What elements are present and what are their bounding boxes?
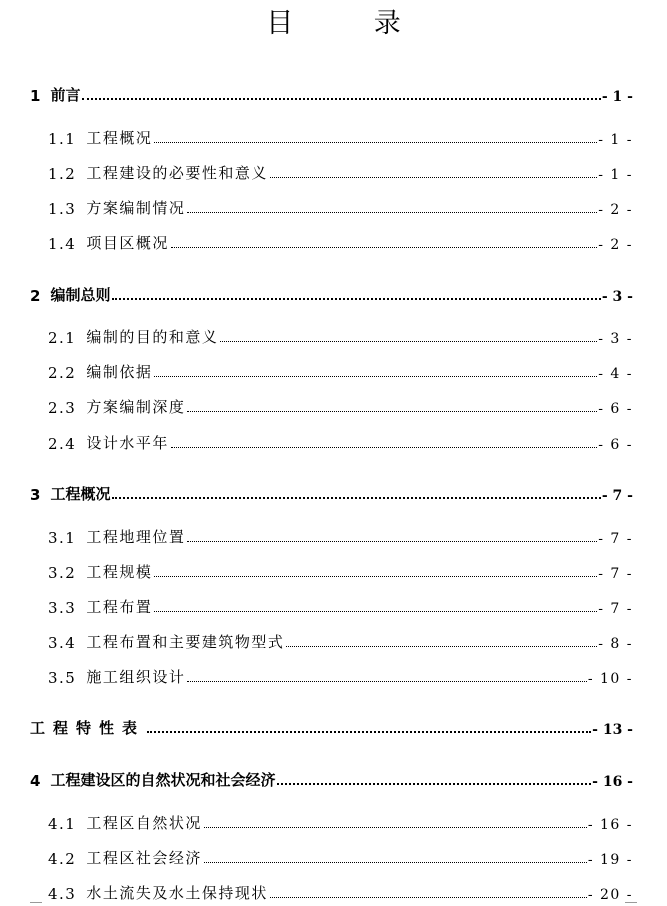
toc-entry-3-4[interactable] [48, 630, 633, 652]
toc-entry-text: 编制总则 [50, 286, 111, 304]
dot-leader [112, 497, 600, 499]
dot-leader [82, 98, 600, 100]
toc-entry-3[interactable] [30, 482, 633, 504]
toc-entry-text: 工程建设区的自然状况和社会经济 [50, 771, 276, 789]
toc-entry-text: 方案编制情况 [86, 199, 186, 217]
toc-entry-number: 2 [30, 287, 41, 305]
dot-leader [204, 862, 587, 863]
toc-entry-text: 工程地理位置 [86, 528, 186, 546]
toc-entry-number: 2.3 [48, 399, 77, 417]
toc-entry-number: 4 [30, 772, 41, 790]
toc-entry-1-3[interactable] [48, 196, 633, 218]
toc-entry-number: 4.3 [48, 885, 77, 903]
dot-leader [154, 142, 597, 143]
dot-leader [154, 576, 597, 577]
toc-entry-page: - 1 - [601, 89, 633, 105]
toc-entry-text: 编制依据 [86, 363, 153, 381]
dot-leader [187, 212, 597, 213]
toc-entry-4-2[interactable] [48, 846, 633, 868]
toc-entry-number: 1.1 [48, 130, 77, 148]
dot-leader [270, 177, 597, 178]
toc-entry-text: 工程概况 [86, 129, 153, 147]
toc-entry-number: 1 [30, 87, 41, 105]
toc-entry-1-2[interactable] [48, 161, 633, 183]
page-title: 目 录 [266, 8, 437, 39]
toc-entry-page: - 8 - [598, 636, 633, 652]
dot-leader [187, 411, 597, 412]
toc-entry-number: 3.4 [48, 634, 77, 652]
toc-entry-text: 工程特性表 [30, 719, 146, 737]
toc-entry-text: 前言 [50, 86, 81, 104]
dot-leader [171, 247, 597, 248]
toc-entry-text: 工程区自然状况 [86, 814, 202, 832]
toc-entry-number: 2.2 [48, 364, 77, 382]
dot-leader [154, 376, 597, 377]
toc-entry-number: 2.4 [48, 435, 77, 453]
toc-entry-page: - 7 - [598, 531, 633, 547]
toc-entry-3-1[interactable] [48, 525, 633, 547]
toc-entry-text: 工程区社会经济 [86, 849, 202, 867]
toc-entry-4-1[interactable] [48, 811, 633, 833]
toc-entry-number: 3 [30, 486, 41, 504]
toc-entry-text: 工程布置和主要建筑物型式 [86, 633, 285, 651]
toc-entry-text: 施工组织设计 [86, 668, 186, 686]
toc-entry-page: - 16 - [587, 817, 633, 833]
toc-entry-number: 1.2 [48, 165, 77, 183]
toc-entry-1-1[interactable] [48, 126, 633, 148]
page-corner-mark-left [30, 902, 42, 905]
toc-entry-text: 编制的目的和意义 [86, 328, 219, 346]
toc-entry-2-4[interactable] [48, 431, 633, 453]
toc-entry-page: - 7 - [601, 488, 633, 504]
toc-entry-1-4[interactable] [48, 231, 633, 253]
toc-entry-text: 项目区概况 [86, 234, 169, 252]
page-corner-mark-right [625, 902, 637, 905]
toc-entry-text: 工程概况 [50, 485, 111, 503]
dot-leader [220, 341, 597, 342]
toc-entry-page: - 3 - [598, 331, 633, 347]
toc-entry-text: 设计水平年 [86, 434, 169, 452]
dot-leader [171, 447, 597, 448]
toc-entry-2-2[interactable] [48, 360, 633, 382]
toc-entry-text: 工程规模 [86, 563, 153, 581]
toc-entry-page: - 16 - [592, 774, 633, 790]
dot-leader [204, 827, 587, 828]
dot-leader [147, 731, 591, 733]
toc-entry-number: 3.3 [48, 599, 77, 617]
toc-entry-page: - 7 - [598, 601, 633, 617]
dot-leader [187, 541, 597, 542]
toc-entry-number: 3.1 [48, 529, 77, 547]
dot-leader [187, 681, 586, 682]
dot-leader [154, 611, 597, 612]
toc-entry-spec-table[interactable] [30, 716, 633, 738]
toc-entry-number: 1.3 [48, 200, 77, 218]
dot-leader [286, 646, 597, 647]
toc-entry-text: 方案编制深度 [86, 398, 186, 416]
toc-entry-page: - 3 - [601, 289, 633, 305]
toc-entry-4-3[interactable] [48, 881, 633, 903]
toc-entry-number: 3.5 [48, 669, 77, 687]
toc-entry-page: - 10 - [587, 671, 633, 687]
dot-leader [270, 897, 587, 898]
toc-entry-text: 工程布置 [86, 598, 153, 616]
toc-entry-2[interactable] [30, 283, 633, 305]
toc-entry-number: 4.2 [48, 850, 77, 868]
toc-entry-page: - 7 - [598, 566, 633, 582]
toc-entry-number: 1.4 [48, 235, 77, 253]
toc-entry-number: 2.1 [48, 329, 77, 347]
toc-entry-page: - 20 - [587, 887, 633, 903]
toc-entry-page: - 1 - [598, 167, 633, 183]
toc-entry-page: - 2 - [598, 202, 633, 218]
toc-entry-3-3[interactable] [48, 595, 633, 617]
toc-entry-page: - 1 - [598, 132, 633, 148]
toc-entry-text: 工程建设的必要性和意义 [86, 164, 268, 182]
toc-entry-page: - 2 - [598, 237, 633, 253]
toc-entry-4[interactable] [30, 768, 633, 790]
toc-entry-3-2[interactable] [48, 560, 633, 582]
toc-entry-number: 4.1 [48, 815, 77, 833]
toc-entry-page: - 6 - [598, 401, 633, 417]
dot-leader [277, 783, 591, 785]
dot-leader [112, 298, 600, 300]
toc-entry-page: - 6 - [598, 437, 633, 453]
toc-entry-1[interactable] [30, 83, 633, 105]
toc-entry-page: - 19 - [587, 852, 633, 868]
toc-entry-2-1[interactable] [48, 325, 633, 347]
toc-entry-page: - 13 - [592, 722, 633, 738]
toc-entry-number: 3.2 [48, 564, 77, 582]
toc-entry-text: 水土流失及水土保持现状 [86, 884, 268, 902]
toc-entry-3-5[interactable] [48, 665, 633, 687]
toc-entry-page: - 4 - [598, 366, 633, 382]
toc-entry-2-3[interactable] [48, 395, 633, 417]
